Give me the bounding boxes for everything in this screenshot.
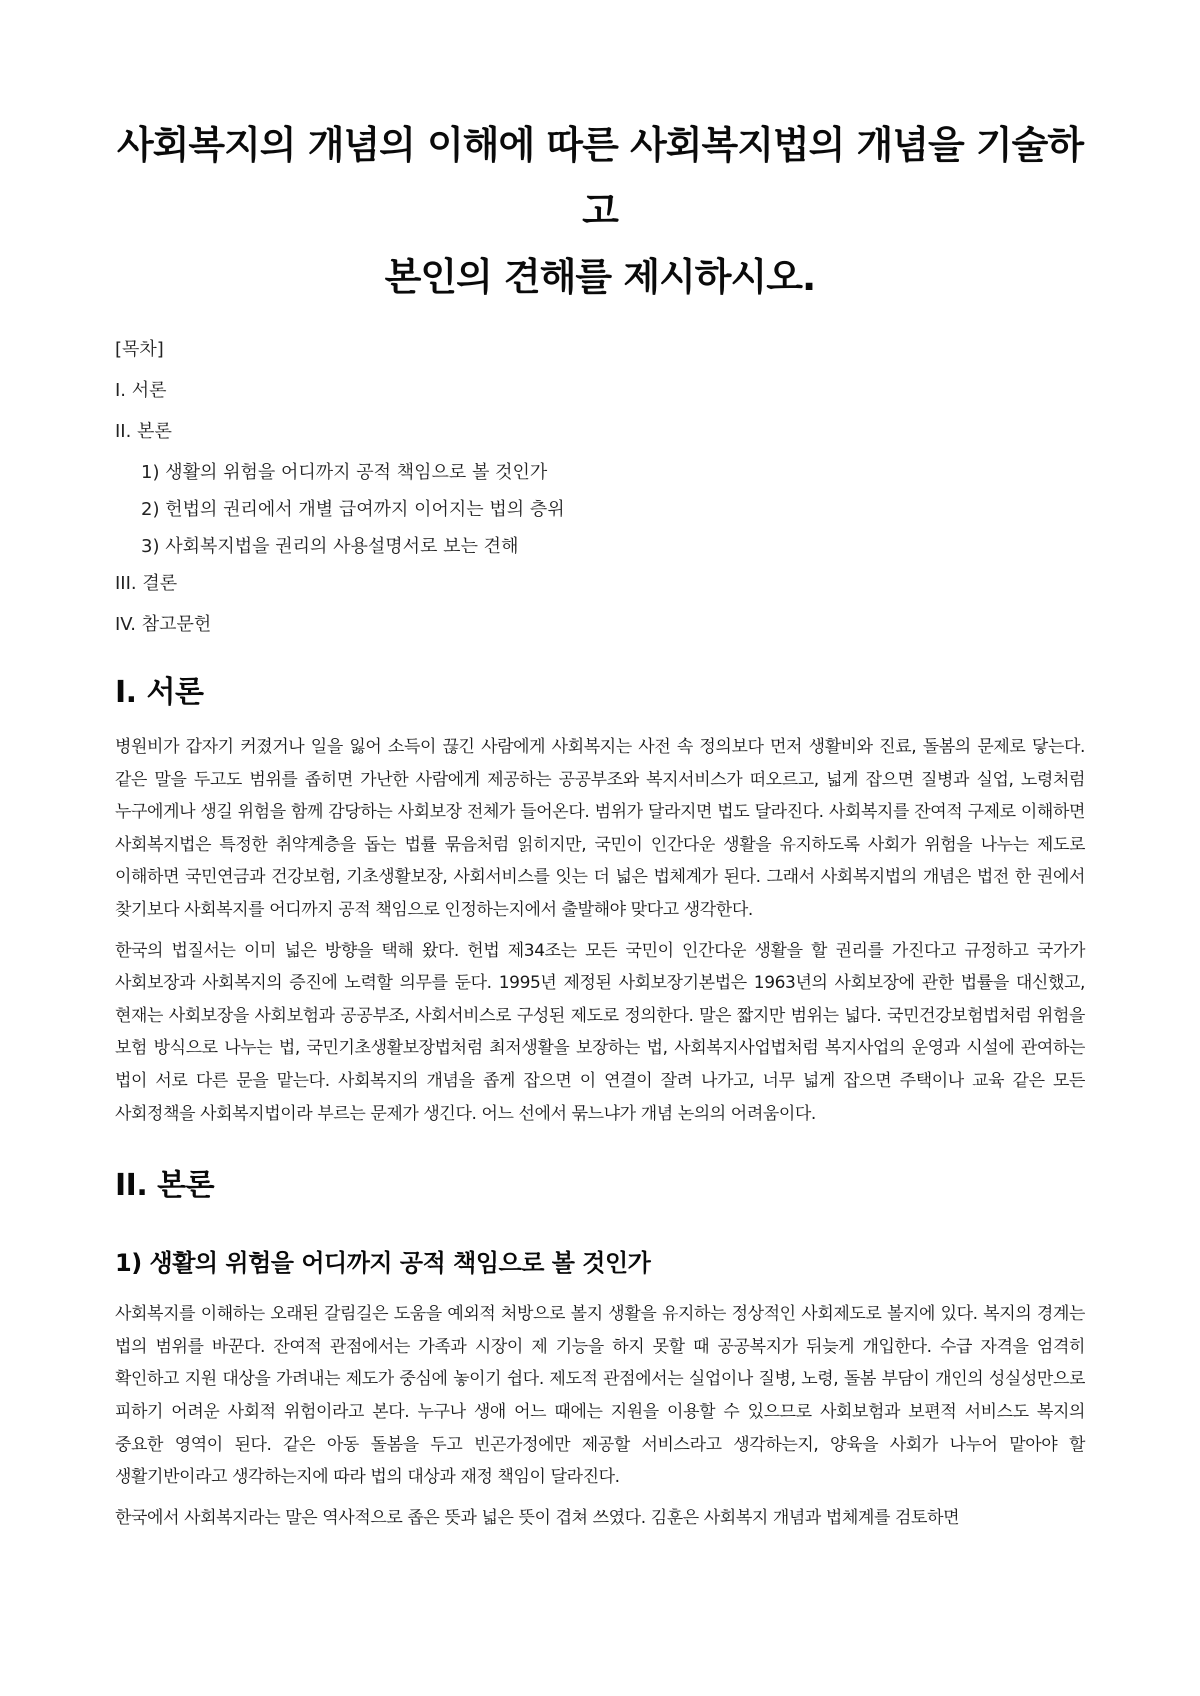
section-heading-introduction: I. 서론 [115, 675, 204, 710]
document-title-line-2: 본인의 견해를 제시하시오. [384, 255, 816, 299]
subsection-heading-1: 1) 생활의 위험을 어디까지 공적 책임으로 볼 것인가 [115, 1249, 651, 1278]
toc-item-references: IV. 참고문헌 [115, 614, 212, 635]
toc-item-body: II. 본론 [115, 421, 172, 442]
document-title-line-1: 사회복지의 개념의 이해에 따른 사회복지법의 개념을 기술하고 [116, 123, 1084, 233]
section-heading-body: II. 본론 [115, 1168, 215, 1204]
intro-paragraph-1: 병원비가 갑자기 커졌거나 일을 잃어 소득이 끊긴 사람에게 사회복지는 사전 속 정의보다 먼저 생활비와 진료, 돌봄의 문제로 닿는다. 같은 말을 두고도 범위를 좁히면 가난한 사람에게 제공하는 공공부조와 복지서비스가 떠오르고, 넓게 잡으면 질병과 실업, 노령처럼 누구에게나 생길 위험을 함께 감당하는 사회보장 전체가 들어온다. 범위가 달라지면 법도 달라진다. 사회복지를 잔여적 구제로 이해하면 사회복지법은 특정한 취약계층을 돕는 법률 묶음처럼 읽히지만, 국민이 인간다운 생활을 유지하도록 사회가 위험을 나누는 제도로 이해하면 국민연금과 건강보험, 기초생활보장, 사회서비스를 잇는 더 넓은 법체계가 된다. 그래서 사회복지법의 개념은 법전 한 권에서 찾기보다 사회복지를 어디까지 공적 책임으로 인정하는지에서 출발해야 맞다고 생각한다. [115, 737, 1085, 920]
body-paragraph-1: 사회복지를 이해하는 오래된 갈림길은 도움을 예외적 처방으로 볼지 생활을 유지하는 정상적인 사회제도로 볼지에 있다. 복지의 경계는 법의 범위를 바꾼다. 잔여적 관점에서는 가족과 시장이 제 기능을 하지 못할 때 공공복지가 뒤늦게 개입한다. 수급 자격을 엄격히 확인하고 지원 대상을 가려내는 제도가 중심에 놓이기 쉽다. 제도적 관점에서는 실업이나 질병, 노령, 돌봄 부담이 개인의 성실성만으로 피하기 어려운 사회적 위험이라고 본다. 누구나 생애 어느 때에는 지원을 이용할 수 있으므로 사회보험과 보편적 서비스도 복지의 중요한 영역이 된다. 같은 아동 돌봄을 두고 빈곤가정에만 제공할 서비스라고 생각하는지, 양육을 사회가 나누어 맡아야 할 생활기반이라고 생각하는지에 따라 법의 대상과 재정 책임이 달라진다. [115, 1304, 1085, 1488]
intro-paragraph-2: 한국의 법질서는 이미 넓은 방향을 택해 왔다. 헌법 제34조는 모든 국민이 인간다운 생활을 할 권리를 가진다고 규정하고 국가가 사회보장과 사회복지의 증진에 노력할 의무를 둔다. 1995년 제정된 사회보장기본법은 1963년의 사회보장에 관한 법률을 대신했고, 현재는 사회보장을 사회보험과 공공부조, 사회서비스로 구성된 제도로 정의한다. 말은 짧지만 범위는 넓다. 국민건강보험법처럼 위험을 보험 방식으로 나누는 법, 국민기초생활보장법처럼 최저생활을 보장하는 법, 사회복지사업법처럼 복지사업의 운영과 시설에 관여하는 법이 서로 다른 문을 맡는다. 사회복지의 개념을 좁게 잡으면 이 연결이 잘려 나가고, 너무 넓게 잡으면 주택이나 교육 같은 모든 사회정책을 사회복지법이라 부르는 문제가 생긴다. 어느 선에서 묶느냐가 개념 논의의 어려움이다. [115, 940, 1085, 1124]
toc-subitem-3: 3) 사회복지법을 권리의 사용설명서로 보는 견해 [141, 536, 519, 557]
toc-heading: [목차] [115, 339, 164, 360]
toc-subitem-2: 2) 헌법의 권리에서 개별 급여까지 이어지는 법의 층위 [141, 499, 565, 520]
document-title [115, 112, 1085, 310]
table-of-contents [115, 338, 1085, 637]
toc-subitem-1: 1) 생활의 위험을 어디까지 공적 책임으로 볼 것인가 [141, 462, 548, 483]
toc-item-introduction: I. 서론 [115, 380, 167, 401]
body-paragraph-2: 한국에서 사회복지라는 말은 역사적으로 좁은 뜻과 넓은 뜻이 겹쳐 쓰였다. 김훈은 사회복지 개념과 법체계를 검토하면 [115, 1507, 960, 1528]
toc-item-conclusion: III. 결론 [115, 573, 178, 594]
